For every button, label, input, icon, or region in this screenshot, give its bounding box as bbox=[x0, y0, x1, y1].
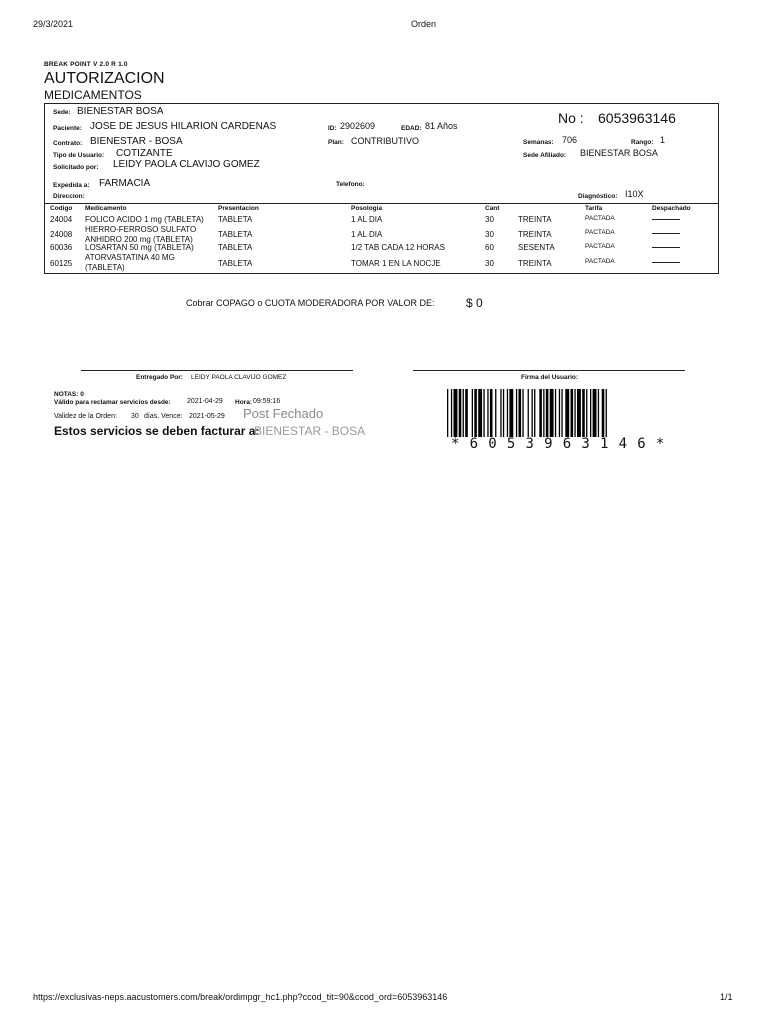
copago-amount: $ 0 bbox=[466, 296, 483, 310]
row-tarifa: PACTADA bbox=[585, 258, 615, 265]
header-presentacion: Presentacion bbox=[218, 205, 259, 212]
barcode-bar bbox=[474, 389, 477, 437]
sede-label: Sede: bbox=[53, 109, 71, 116]
barcode-bar bbox=[561, 389, 562, 437]
print-url: https://exclusivas-neps.aacustomers.com/break/ordimpgr_hc1.php?ccod_tit=90&ccod_ord=6053963146 bbox=[33, 992, 448, 1002]
row-cant-text: TREINTA bbox=[518, 259, 552, 268]
document-subtitle: MEDICAMENTOS bbox=[44, 88, 142, 102]
row-posologia: TOMAR 1 EN LA NOCJE bbox=[351, 259, 441, 268]
print-page: 1/1 bbox=[720, 992, 733, 1002]
plan-label: Plan: bbox=[328, 139, 344, 146]
order-barcode bbox=[447, 389, 665, 437]
firma-signature-line bbox=[413, 370, 685, 371]
paciente-label: Paciente: bbox=[53, 125, 82, 132]
barcode-bar bbox=[543, 389, 544, 437]
row-code: 60125 bbox=[50, 259, 73, 268]
row-medicamento: LOSARTAN 50 mg (TABLETA) bbox=[85, 243, 194, 252]
entregado-label: Entregado Por: bbox=[136, 374, 183, 381]
barcode-bar bbox=[500, 389, 501, 437]
barcode-bar bbox=[454, 389, 458, 437]
barcode-bar bbox=[447, 389, 448, 437]
row-cant-text: SESENTA bbox=[518, 243, 555, 252]
notas-text: NOTAS: 0 bbox=[54, 391, 84, 398]
row-despachado bbox=[652, 241, 680, 250]
barcode-bar bbox=[534, 389, 535, 437]
barcode-bar bbox=[598, 389, 599, 437]
expedida-label: Expedida a: bbox=[53, 182, 90, 189]
order-number: 6053963146 bbox=[598, 110, 676, 126]
valido-desde: 2021-04-29 bbox=[187, 398, 223, 405]
row-posologia: 1/2 TAB CADA 12 HORAS bbox=[351, 243, 445, 252]
order-number-label: No : bbox=[558, 110, 584, 126]
id-value: 2902609 bbox=[340, 121, 376, 131]
barcode-bar bbox=[590, 389, 591, 437]
header-cant: Cant bbox=[485, 205, 500, 212]
contrato-value: BIENESTAR - BOSA bbox=[90, 136, 183, 147]
edad-label: EDAD: bbox=[401, 125, 422, 132]
expedida-value: FARMACIA bbox=[99, 178, 151, 189]
solicitado-value: LEIDY PAOLA CLAVIJO GOMEZ bbox=[113, 159, 260, 170]
validez-value: 30 bbox=[131, 413, 139, 420]
entregado-signature-line bbox=[81, 370, 353, 371]
barcode-bar bbox=[490, 389, 493, 437]
header-medicamento: Medicamento bbox=[85, 205, 127, 212]
row-medicamento: HIERRO-FERROSO SULFATO bbox=[85, 225, 197, 234]
row-cant: 30 bbox=[485, 215, 494, 224]
row-posologia: 1 AL DIA bbox=[351, 230, 383, 239]
barcode-bar bbox=[606, 389, 607, 437]
barcode-bar bbox=[465, 389, 468, 437]
header-tarifa: Tarifa bbox=[585, 205, 603, 212]
row-code: 24008 bbox=[50, 230, 73, 239]
barcode-bar bbox=[577, 389, 581, 437]
row-presentacion: TABLETA bbox=[218, 243, 253, 252]
barcode-bar bbox=[472, 389, 473, 437]
sede-afiliado-value: BIENESTAR BOSA bbox=[580, 148, 658, 158]
row-tarifa: PACTADA bbox=[585, 243, 615, 250]
document-title: AUTORIZACION bbox=[44, 70, 165, 87]
row-despachado bbox=[652, 256, 680, 265]
row-presentacion: TABLETA bbox=[218, 215, 253, 224]
facturar-label: Estos servicios se deben facturar a: bbox=[54, 424, 260, 438]
barcode-bar bbox=[522, 389, 523, 437]
barcode-bar bbox=[602, 389, 605, 437]
barcode-bar bbox=[478, 389, 482, 437]
barcode-bar bbox=[516, 389, 517, 437]
hora-value: 09:59:16 bbox=[253, 398, 281, 405]
row-tarifa: PACTADA bbox=[585, 229, 615, 236]
barcode-bar bbox=[559, 389, 560, 437]
post-fechado: Post Fechado bbox=[243, 406, 324, 421]
edad-value: 81 Años bbox=[425, 121, 458, 131]
barcode-bar bbox=[539, 389, 542, 437]
vence-value: 2021-05-29 bbox=[189, 413, 225, 420]
row-code: 60036 bbox=[50, 243, 73, 252]
tipo-usuario-label: Tipo de Usuario: bbox=[53, 152, 105, 159]
validez-label: Validez de la Orden: bbox=[54, 413, 117, 420]
print-date: 29/3/2021 bbox=[33, 19, 74, 29]
barcode-bar bbox=[546, 389, 549, 437]
copago-text: Cobrar COPAGO o CUOTA MODERADORA POR VALOR DE: bbox=[186, 298, 435, 308]
firma-label: Firma del Usuario: bbox=[521, 374, 579, 381]
paciente-value: JOSE DE JESUS HILARION CARDENAS bbox=[90, 121, 277, 132]
row-cant: 30 bbox=[485, 230, 494, 239]
row-medicamento-line2: (TABLETA) bbox=[85, 263, 125, 272]
barcode-bar bbox=[555, 389, 556, 437]
row-presentacion: TABLETA bbox=[218, 230, 253, 239]
row-cant-text: TREINTA bbox=[518, 230, 552, 239]
barcode-bar bbox=[487, 389, 488, 437]
id-label: ID: bbox=[328, 125, 337, 132]
rango-value: 1 bbox=[660, 135, 666, 145]
diagnostico-label: Diagnóstico: bbox=[578, 193, 618, 200]
semanas-label: Semanas: bbox=[523, 139, 554, 146]
barcode-bar bbox=[532, 389, 533, 437]
row-despachado bbox=[652, 227, 680, 236]
header-despachado: Despachado bbox=[652, 205, 691, 212]
header-posologia: Posologia bbox=[351, 205, 383, 212]
barcode-bar bbox=[463, 389, 464, 437]
contrato-label: Contrato: bbox=[53, 140, 83, 147]
barcode-bar bbox=[503, 389, 504, 437]
barcode-bar bbox=[509, 389, 513, 437]
version-label: BREAK POINT V 2.0 R 1.0 bbox=[44, 61, 128, 68]
barcode-bar bbox=[565, 389, 569, 437]
print-title: Orden bbox=[411, 19, 437, 29]
barcode-text: *6053963146* bbox=[451, 436, 675, 452]
row-cant: 60 bbox=[485, 243, 494, 252]
semanas-value: 706 bbox=[562, 135, 578, 145]
barcode-bar bbox=[582, 389, 585, 437]
row-tarifa: PACTADA bbox=[585, 215, 615, 222]
row-medicamento-line2: ANHIDRO 200 mg (TABLETA) bbox=[85, 235, 193, 244]
barcode-bar bbox=[507, 389, 508, 437]
vence-label: días. Vence: bbox=[144, 413, 183, 420]
row-cant: 30 bbox=[485, 259, 494, 268]
entregado-value: LEIDY PAOLA CLAVIJO GOMEZ bbox=[191, 374, 287, 381]
row-presentacion: TABLETA bbox=[218, 259, 253, 268]
sede-value: BIENESTAR BOSA bbox=[77, 106, 164, 117]
tipo-usuario-value: COTIZANTE bbox=[116, 148, 173, 159]
medication-table bbox=[45, 203, 718, 272]
barcode-bar bbox=[550, 389, 554, 437]
row-medicamento: ATORVASTATINA 40 MG bbox=[85, 253, 175, 262]
barcode-bar bbox=[586, 389, 587, 437]
rango-label: Rango: bbox=[631, 139, 654, 146]
barcode-bar bbox=[459, 389, 462, 437]
barcode-bar bbox=[483, 389, 484, 437]
barcode-bar bbox=[495, 389, 496, 437]
barcode-bar bbox=[574, 389, 575, 437]
facturar-value: BIENESTAR - BOSA bbox=[254, 424, 366, 438]
barcode-bar bbox=[593, 389, 597, 437]
row-medicamento: FOLICO ACIDO 1 mg (TABLETA) bbox=[85, 215, 204, 224]
sede-afiliado-label: Sede Afiliado: bbox=[523, 152, 567, 159]
header-codigo: Codigo bbox=[50, 205, 73, 212]
barcode-bar bbox=[528, 389, 529, 437]
row-cant-text: TREINTA bbox=[518, 215, 552, 224]
barcode-bar bbox=[571, 389, 574, 437]
row-despachado bbox=[652, 213, 680, 222]
valido-label: Válido para reclamar servicios desde: bbox=[54, 399, 171, 406]
direccion-label: Direccion: bbox=[53, 193, 85, 200]
barcode-bar bbox=[519, 389, 522, 437]
solicitado-label: Solicitado por: bbox=[53, 164, 99, 171]
plan-value: CONTRIBUTIVO bbox=[351, 136, 420, 146]
barcode-bar bbox=[451, 389, 452, 437]
diagnostico-value: I10X bbox=[625, 189, 644, 199]
telefono-label: Telefono: bbox=[336, 181, 365, 188]
hora-label: Hora: bbox=[235, 399, 252, 406]
row-posologia: 1 AL DIA bbox=[351, 215, 383, 224]
row-code: 24004 bbox=[50, 215, 73, 224]
